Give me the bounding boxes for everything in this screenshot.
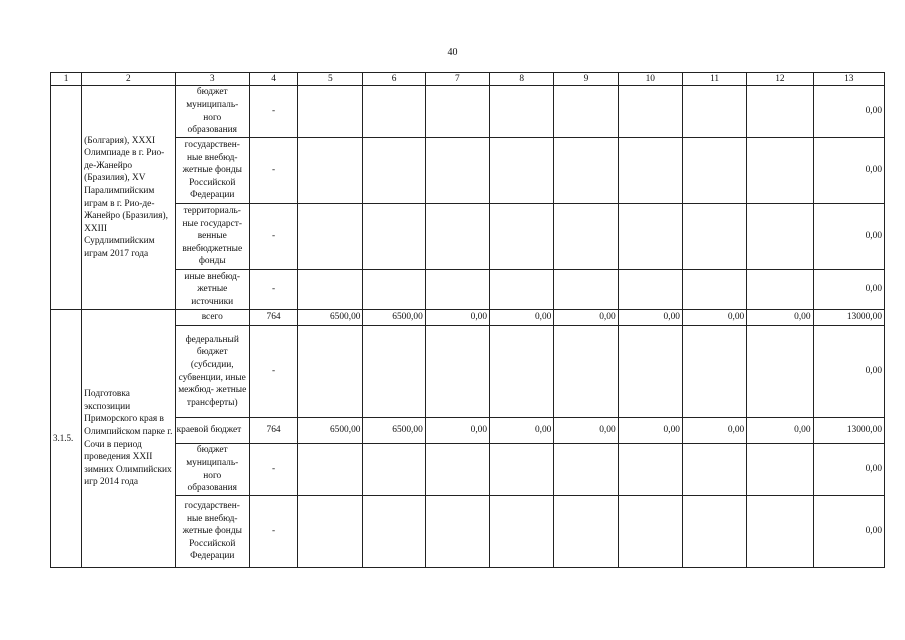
header-cell: 1 bbox=[51, 73, 82, 86]
value-cell: 0,00 bbox=[682, 310, 746, 326]
value-cell: 0,00 bbox=[425, 310, 489, 326]
header-cell: 4 bbox=[249, 73, 297, 86]
header-cell: 9 bbox=[554, 73, 618, 86]
table-row bbox=[51, 86, 885, 138]
value-cell: - bbox=[249, 138, 297, 204]
total-cell: 13000,00 bbox=[813, 310, 884, 326]
total-cell: 0,00 bbox=[813, 496, 884, 568]
total-cell: 0,00 bbox=[813, 204, 884, 270]
table-row bbox=[51, 310, 885, 326]
budget-table bbox=[50, 72, 885, 568]
value-cell: 6500,00 bbox=[363, 310, 425, 326]
funding-source-cell: бюджет муниципаль- ного образования bbox=[175, 86, 249, 138]
value-cell: 0,00 bbox=[618, 310, 682, 326]
value-cell: - bbox=[249, 270, 297, 310]
table-row bbox=[51, 204, 885, 270]
funding-source-cell: бюджет муниципаль- ного образования bbox=[175, 444, 249, 496]
header-row bbox=[51, 73, 885, 86]
table-row bbox=[51, 326, 885, 418]
funding-source-cell: краевой бюджет bbox=[175, 418, 249, 444]
table-row bbox=[51, 496, 885, 568]
header-cell: 13 bbox=[813, 73, 884, 86]
item-name-cell: (Болгария), XXXI Олимпиаде в г. Рио-де-Жанейро (Бразилия), XV Паралимпийским играм в г. Рио-де-Жанейро (Бразилия), XXIII Сурдлимпийским играм 2017 года bbox=[82, 86, 175, 310]
value-cell: 0,00 bbox=[682, 418, 746, 444]
total-cell: 0,00 bbox=[813, 326, 884, 418]
header-cell: 5 bbox=[298, 73, 363, 86]
header-cell: 12 bbox=[747, 73, 813, 86]
value-cell: - bbox=[249, 496, 297, 568]
funding-source-cell: государствен- ные внебюд- жетные фонды Российской Федерации bbox=[175, 496, 249, 568]
item-name-cell: Подготовка экспозиции Приморского края в Олимпийском парке г. Сочи в период проведения XXII зимних Олимпийских игр 2014 года bbox=[82, 310, 175, 568]
total-cell: 0,00 bbox=[813, 270, 884, 310]
table-row bbox=[51, 444, 885, 496]
value-cell: 6500,00 bbox=[298, 418, 363, 444]
value-cell: - bbox=[249, 86, 297, 138]
value-cell: 0,00 bbox=[490, 418, 554, 444]
header-cell: 7 bbox=[425, 73, 489, 86]
header-cell: 2 bbox=[82, 73, 175, 86]
value-cell: 0,00 bbox=[554, 418, 618, 444]
value-cell: 764 bbox=[249, 310, 297, 326]
page-number: 40 bbox=[447, 47, 458, 58]
funding-source-cell: иные внебюд- жетные источники bbox=[175, 270, 249, 310]
header-cell: 11 bbox=[682, 73, 746, 86]
header-cell: 10 bbox=[618, 73, 682, 86]
funding-source-cell: государствен- ные внебюд- жетные фонды Российской Федерации bbox=[175, 138, 249, 204]
funding-source-cell: всего bbox=[175, 310, 249, 326]
table-row bbox=[51, 270, 885, 310]
value-cell: 764 bbox=[249, 418, 297, 444]
value-cell: - bbox=[249, 204, 297, 270]
header-cell: 6 bbox=[363, 73, 425, 86]
item-number-cell: 3.1.5. bbox=[51, 310, 82, 568]
value-cell: 0,00 bbox=[490, 310, 554, 326]
total-cell: 0,00 bbox=[813, 444, 884, 496]
table-row bbox=[51, 418, 885, 444]
total-cell: 0,00 bbox=[813, 86, 884, 138]
value-cell: 0,00 bbox=[618, 418, 682, 444]
value-cell: 6500,00 bbox=[298, 310, 363, 326]
value-cell: 0,00 bbox=[747, 310, 813, 326]
header-cell: 3 bbox=[175, 73, 249, 86]
funding-source-cell: территориаль- ные государст- венные внебюджетные фонды bbox=[175, 204, 249, 270]
value-cell: 0,00 bbox=[554, 310, 618, 326]
value-cell: 0,00 bbox=[747, 418, 813, 444]
total-cell: 13000,00 bbox=[813, 418, 884, 444]
value-cell: - bbox=[249, 326, 297, 418]
value-cell: 0,00 bbox=[425, 418, 489, 444]
value-cell: - bbox=[249, 444, 297, 496]
table-row bbox=[51, 138, 885, 204]
value-cell: 6500,00 bbox=[363, 418, 425, 444]
item-number-cell bbox=[51, 86, 82, 310]
funding-source-cell: федеральный бюджет (субсидии, субвенции, иные межбюд- жетные трансферты) bbox=[175, 326, 249, 418]
header-cell: 8 bbox=[490, 73, 554, 86]
total-cell: 0,00 bbox=[813, 138, 884, 204]
